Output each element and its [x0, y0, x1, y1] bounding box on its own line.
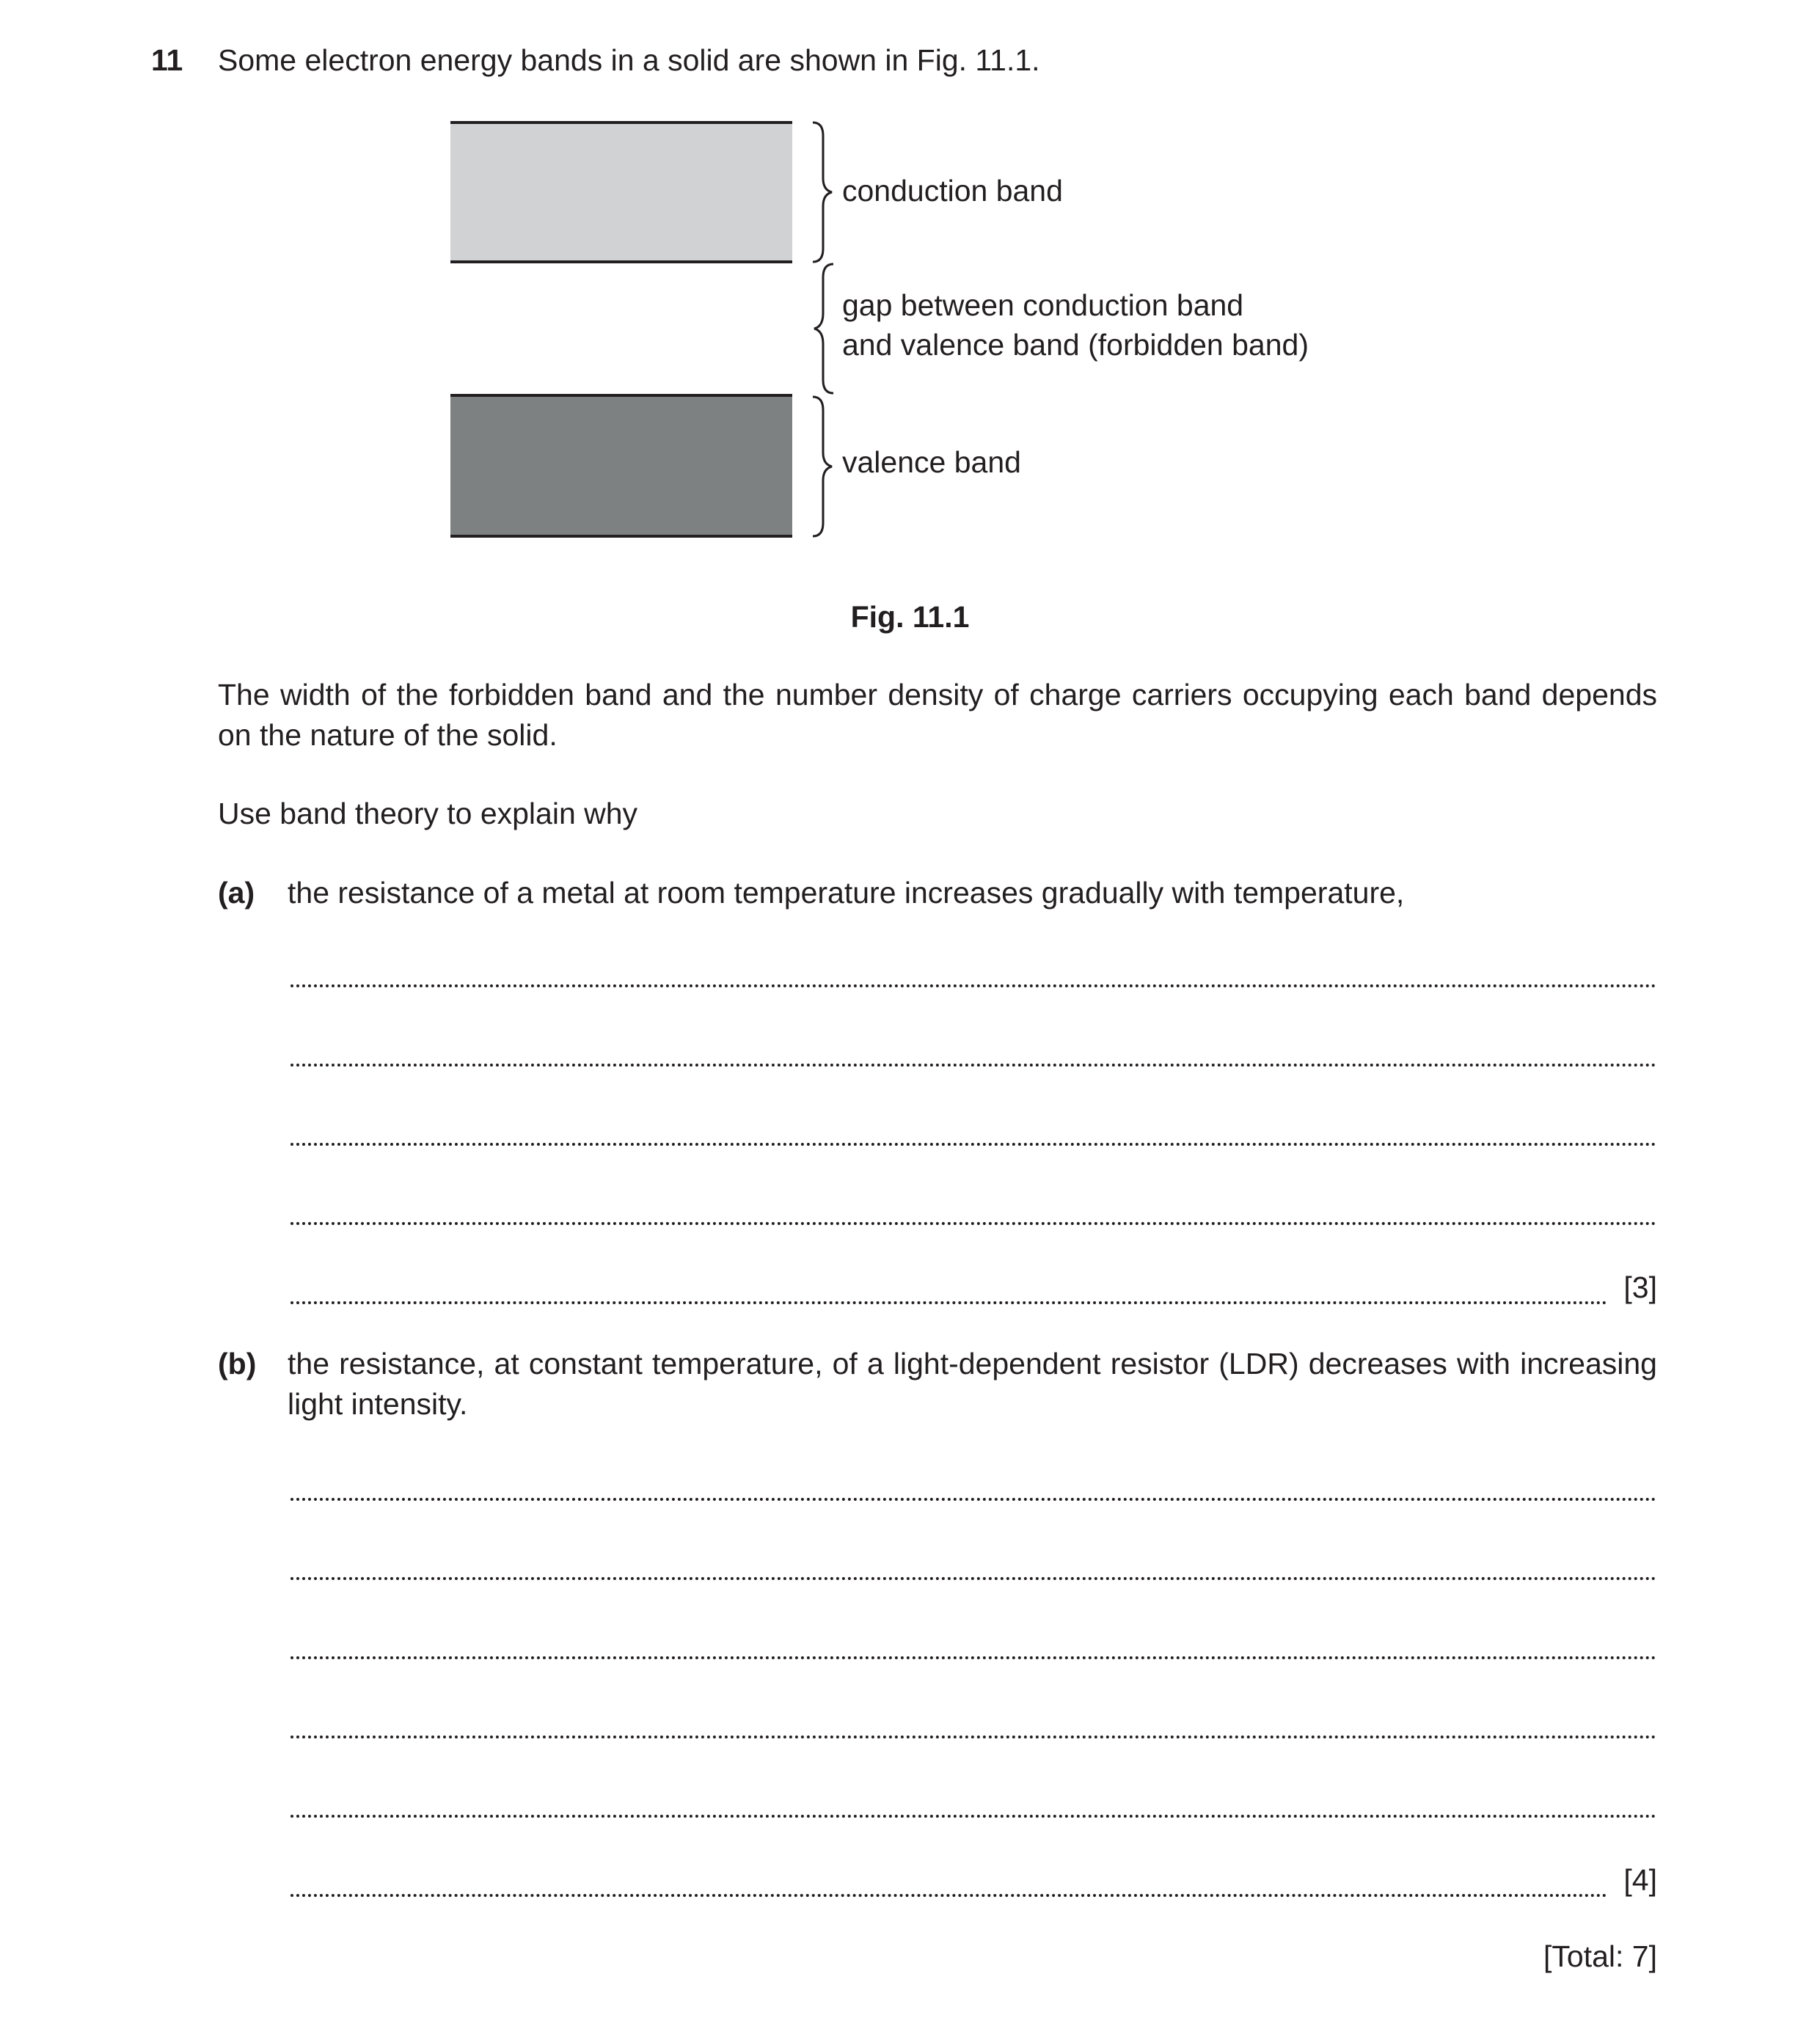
answer-line-a-2[interactable]	[290, 1064, 1656, 1067]
figure-caption: Fig. 11.1	[850, 600, 970, 634]
answer-line-a-1[interactable]	[290, 984, 1656, 987]
part-a-marks: [3]	[1623, 1270, 1657, 1304]
conduction-band-label: conduction band	[842, 174, 1063, 208]
part-b-marks: [4]	[1623, 1863, 1657, 1897]
answer-line-b-4[interactable]	[290, 1736, 1656, 1738]
answer-line-a-5[interactable]	[290, 1301, 1607, 1304]
answer-line-b-5[interactable]	[290, 1815, 1656, 1818]
valence-band-label: valence band	[842, 445, 1021, 479]
instruction-paragraph: Use band theory to explain why	[218, 797, 638, 830]
answer-line-b-3[interactable]	[290, 1656, 1656, 1659]
conduction-band-rect	[450, 122, 792, 262]
total-marks: [Total: 7]	[1543, 1939, 1657, 1973]
answer-line-b-2[interactable]	[290, 1577, 1656, 1580]
part-a-label: (a)	[218, 876, 255, 910]
answer-line-b-6[interactable]	[290, 1894, 1607, 1897]
part-b-text: the resistance, at constant temperature, of a light-dependent resistor (LDR) decreases with increasing light intensity.	[288, 1347, 1657, 1421]
gap-label-line2: and valence band (forbidden band)	[842, 328, 1309, 362]
question-stem: Some electron energy bands in a solid are shown in Fig. 11.1.	[218, 43, 1040, 77]
answer-line-a-3[interactable]	[290, 1143, 1656, 1146]
valence-brace	[813, 397, 832, 536]
gap-brace	[814, 264, 833, 393]
part-b-label: (b)	[218, 1347, 257, 1380]
answer-line-b-1[interactable]	[290, 1498, 1656, 1501]
band-diagram	[440, 114, 1467, 554]
valence-band-rect	[450, 395, 792, 536]
part-a-text: the resistance of a metal at room temperature increases gradually with temperature,	[288, 876, 1405, 910]
conduction-brace	[813, 122, 832, 262]
answer-line-a-4[interactable]	[290, 1222, 1656, 1225]
gap-label-line1: gap between conduction band	[842, 288, 1244, 322]
question-number: 11	[151, 43, 183, 77]
intro-paragraph: The width of the forbidden band and the number density of charge carriers occupying each band depends on the nature of the solid.	[218, 678, 1657, 752]
